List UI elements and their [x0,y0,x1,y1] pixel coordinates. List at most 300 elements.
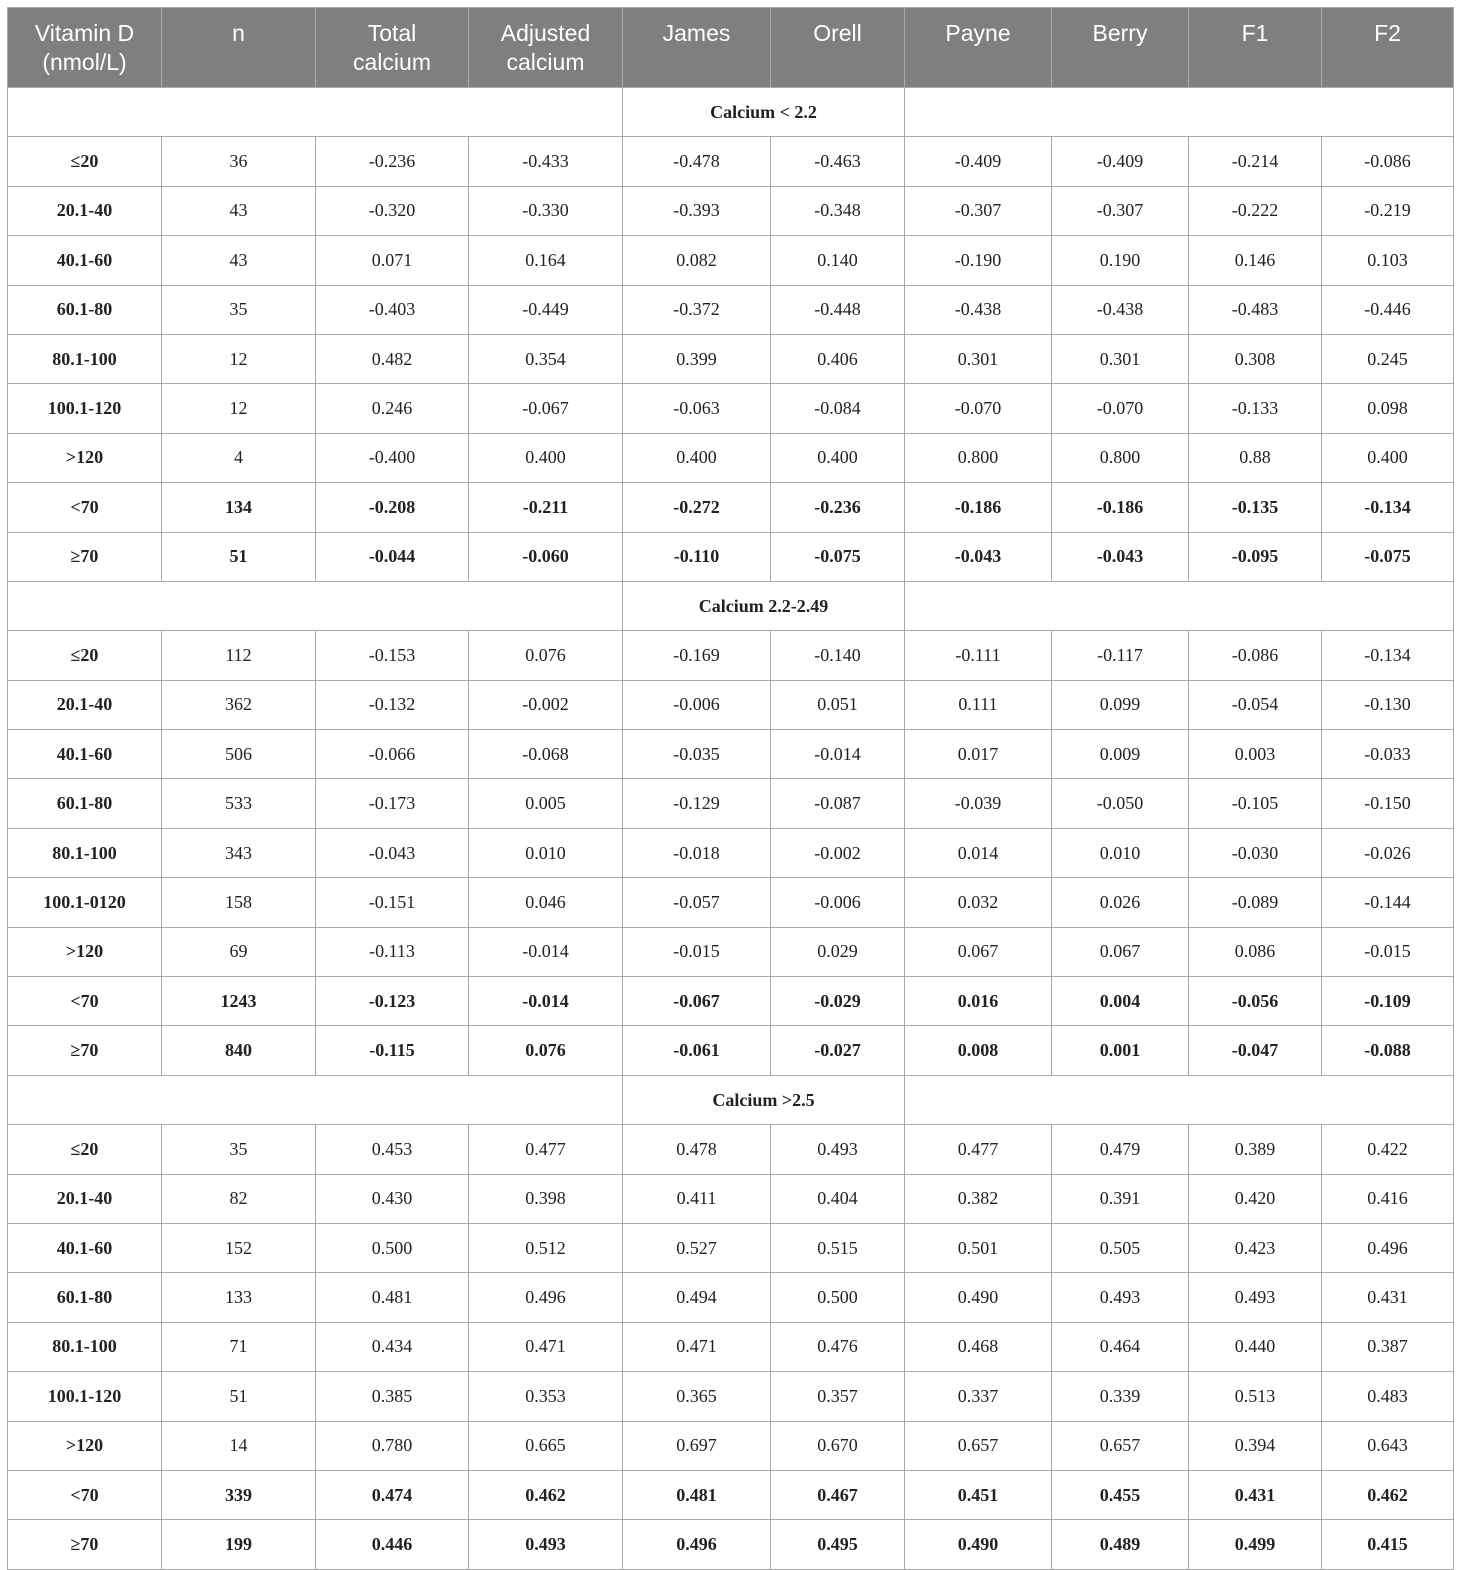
cell-f1: 0.423 [1189,1223,1322,1272]
row-label: 40.1-60 [8,236,162,285]
cell-orell: 0.051 [771,680,905,729]
column-header-berry: Berry [1052,8,1189,88]
cell-james: 0.411 [623,1174,771,1223]
cell-berry: 0.800 [1052,433,1189,482]
cell-total-calcium: 0.453 [316,1125,469,1174]
cell-adjusted-calcium: 0.005 [469,779,623,828]
cell-adjusted-calcium: -0.014 [469,927,623,976]
cell-payne: 0.477 [905,1125,1052,1174]
cell-n: 112 [162,631,316,680]
row-label: 80.1-100 [8,1322,162,1371]
cell-f2: 0.098 [1322,384,1454,433]
cell-n: 1243 [162,977,316,1026]
cell-orell: -0.029 [771,977,905,1026]
cell-total-calcium: -0.115 [316,1026,469,1075]
cell-payne: 0.337 [905,1372,1052,1421]
cell-n: 199 [162,1520,316,1569]
cell-f1: 0.440 [1189,1322,1322,1371]
cell-orell: -0.140 [771,631,905,680]
cell-total-calcium: -0.320 [316,186,469,235]
cell-total-calcium: -0.403 [316,285,469,334]
cell-f2: 0.387 [1322,1322,1454,1371]
row-label: ≤20 [8,631,162,680]
cell-total-calcium: -0.208 [316,483,469,532]
cell-f2: -0.026 [1322,828,1454,877]
cell-f1: -0.086 [1189,631,1322,680]
cell-total-calcium: -0.151 [316,878,469,927]
cell-f2: 0.462 [1322,1470,1454,1519]
cell-f2: -0.134 [1322,483,1454,532]
cell-f1: -0.047 [1189,1026,1322,1075]
cell-james: 0.496 [623,1520,771,1569]
cell-berry: 0.455 [1052,1470,1189,1519]
cell-total-calcium: 0.071 [316,236,469,285]
cell-berry: 0.001 [1052,1026,1189,1075]
cell-berry: 0.464 [1052,1322,1189,1371]
cell-payne: 0.032 [905,878,1052,927]
cell-total-calcium: 0.482 [316,334,469,383]
row-label: 60.1-80 [8,285,162,334]
cell-f1: 0.499 [1189,1520,1322,1569]
cell-n: 43 [162,186,316,235]
cell-f1: -0.135 [1189,483,1322,532]
cell-adjusted-calcium: 0.665 [469,1421,623,1470]
cell-james: -0.110 [623,532,771,581]
cell-payne: 0.382 [905,1174,1052,1223]
section-title: Calcium < 2.2 [623,88,905,137]
cell-berry: 0.505 [1052,1223,1189,1272]
table-row [8,1372,1454,1421]
cell-berry: 0.489 [1052,1520,1189,1569]
cell-payne: 0.111 [905,680,1052,729]
table-row [8,236,1454,285]
cell-james: 0.082 [623,236,771,285]
cell-f2: -0.219 [1322,186,1454,235]
cell-n: 533 [162,779,316,828]
cell-f2: -0.086 [1322,137,1454,186]
cell-n: 43 [162,236,316,285]
section-spacer-right [905,581,1454,630]
cell-payne: -0.190 [905,236,1052,285]
cell-payne: -0.186 [905,483,1052,532]
column-header-n: n [162,8,316,88]
cell-n: 339 [162,1470,316,1519]
cell-n: 840 [162,1026,316,1075]
cell-f1: 0.88 [1189,433,1322,482]
table-row [8,730,1454,779]
cell-f2: -0.015 [1322,927,1454,976]
cell-james: 0.494 [623,1273,771,1322]
cell-f1: -0.054 [1189,680,1322,729]
cell-payne: -0.307 [905,186,1052,235]
cell-adjusted-calcium: 0.164 [469,236,623,285]
table-row [8,1421,1454,1470]
cell-adjusted-calcium: -0.211 [469,483,623,532]
cell-n: 12 [162,384,316,433]
cell-adjusted-calcium: 0.512 [469,1223,623,1272]
cell-f1: 0.394 [1189,1421,1322,1470]
cell-berry: 0.657 [1052,1421,1189,1470]
cell-orell: -0.087 [771,779,905,828]
cell-adjusted-calcium: 0.076 [469,1026,623,1075]
cell-total-calcium: 0.500 [316,1223,469,1272]
cell-berry: 0.067 [1052,927,1189,976]
cell-berry: 0.099 [1052,680,1189,729]
cell-berry: 0.391 [1052,1174,1189,1223]
table-row [8,680,1454,729]
cell-n: 12 [162,334,316,383]
cell-berry: 0.493 [1052,1273,1189,1322]
column-header-james: James [623,8,771,88]
cell-orell: 0.029 [771,927,905,976]
cell-total-calcium: 0.434 [316,1322,469,1371]
section-header-row [8,88,1454,137]
cell-berry: 0.339 [1052,1372,1189,1421]
cell-berry: 0.004 [1052,977,1189,1026]
cell-n: 51 [162,532,316,581]
row-label: >120 [8,1421,162,1470]
cell-adjusted-calcium: -0.067 [469,384,623,433]
cell-james: -0.169 [623,631,771,680]
cell-adjusted-calcium: 0.010 [469,828,623,877]
cell-james: 0.471 [623,1322,771,1371]
cell-payne: 0.490 [905,1273,1052,1322]
cell-total-calcium: -0.236 [316,137,469,186]
cell-payne: -0.111 [905,631,1052,680]
cell-payne: 0.451 [905,1470,1052,1519]
table-row [8,384,1454,433]
cell-payne: 0.657 [905,1421,1052,1470]
table-row [8,1273,1454,1322]
cell-n: 134 [162,483,316,532]
column-header-f1: F1 [1189,8,1322,88]
table-row [8,828,1454,877]
table-header-row [8,8,1454,88]
cell-n: 82 [162,1174,316,1223]
cell-total-calcium: 0.246 [316,384,469,433]
cell-payne: 0.017 [905,730,1052,779]
row-label: 100.1-120 [8,384,162,433]
cell-orell: 0.404 [771,1174,905,1223]
cell-james: -0.372 [623,285,771,334]
section-spacer-right [905,88,1454,137]
cell-n: 133 [162,1273,316,1322]
section-spacer-left [8,88,623,137]
cell-berry: -0.438 [1052,285,1189,334]
cell-total-calcium: -0.173 [316,779,469,828]
cell-total-calcium: -0.400 [316,433,469,482]
cell-f1: -0.214 [1189,137,1322,186]
table-row [8,433,1454,482]
cell-payne: 0.501 [905,1223,1052,1272]
cell-adjusted-calcium: 0.400 [469,433,623,482]
cell-f1: 0.003 [1189,730,1322,779]
row-label: 100.1-0120 [8,878,162,927]
cell-f1: 0.431 [1189,1470,1322,1519]
cell-orell: -0.027 [771,1026,905,1075]
cell-orell: -0.002 [771,828,905,877]
cell-n: 158 [162,878,316,927]
cell-n: 152 [162,1223,316,1272]
row-label: 20.1-40 [8,186,162,235]
cell-berry: -0.043 [1052,532,1189,581]
cell-f1: 0.389 [1189,1125,1322,1174]
cell-f2: 0.496 [1322,1223,1454,1272]
table-row [8,878,1454,927]
row-label: 60.1-80 [8,779,162,828]
cell-total-calcium: -0.113 [316,927,469,976]
row-label: 100.1-120 [8,1372,162,1421]
cell-f1: -0.056 [1189,977,1322,1026]
column-header-payne: Payne [905,8,1052,88]
row-label: 20.1-40 [8,680,162,729]
cell-orell: 0.493 [771,1125,905,1174]
cell-payne: 0.067 [905,927,1052,976]
cell-orell: 0.670 [771,1421,905,1470]
cell-f1: 0.146 [1189,236,1322,285]
cell-adjusted-calcium: 0.353 [469,1372,623,1421]
cell-james: -0.393 [623,186,771,235]
table-row [8,334,1454,383]
table-row [8,927,1454,976]
cell-f2: -0.033 [1322,730,1454,779]
cell-orell: 0.357 [771,1372,905,1421]
table-row [8,977,1454,1026]
cell-orell: 0.515 [771,1223,905,1272]
cell-n: 71 [162,1322,316,1371]
cell-orell: -0.084 [771,384,905,433]
cell-payne: -0.039 [905,779,1052,828]
cell-f2: -0.109 [1322,977,1454,1026]
cell-n: 51 [162,1372,316,1421]
row-label: 20.1-40 [8,1174,162,1223]
cell-orell: 0.495 [771,1520,905,1569]
cell-berry: -0.409 [1052,137,1189,186]
table-row [8,186,1454,235]
table-row [8,1520,1454,1569]
row-label: >120 [8,927,162,976]
cell-n: 4 [162,433,316,482]
section-spacer-left [8,1075,623,1124]
cell-adjusted-calcium: 0.076 [469,631,623,680]
cell-james: 0.481 [623,1470,771,1519]
row-label: <70 [8,977,162,1026]
cell-n: 36 [162,137,316,186]
cell-f2: -0.088 [1322,1026,1454,1075]
cell-adjusted-calcium: -0.330 [469,186,623,235]
cell-f2: -0.150 [1322,779,1454,828]
cell-james: -0.018 [623,828,771,877]
cell-adjusted-calcium: -0.068 [469,730,623,779]
cell-james: -0.063 [623,384,771,433]
cell-payne: 0.008 [905,1026,1052,1075]
cell-james: -0.061 [623,1026,771,1075]
cell-f1: -0.222 [1189,186,1322,235]
cell-f2: 0.483 [1322,1372,1454,1421]
cell-berry: -0.117 [1052,631,1189,680]
cell-payne: 0.014 [905,828,1052,877]
cell-james: 0.400 [623,433,771,482]
row-label: 40.1-60 [8,730,162,779]
cell-payne: 0.301 [905,334,1052,383]
cell-f1: 0.513 [1189,1372,1322,1421]
section-title: Calcium 2.2-2.49 [623,581,905,630]
row-label: 80.1-100 [8,334,162,383]
cell-james: 0.527 [623,1223,771,1272]
cell-berry: 0.190 [1052,236,1189,285]
cell-total-calcium: -0.044 [316,532,469,581]
cell-f2: -0.130 [1322,680,1454,729]
table-row [8,1174,1454,1223]
cell-f1: -0.089 [1189,878,1322,927]
cell-berry: -0.307 [1052,186,1189,235]
cell-adjusted-calcium: 0.477 [469,1125,623,1174]
cell-adjusted-calcium: -0.060 [469,532,623,581]
column-header-f2: F2 [1322,8,1454,88]
cell-f1: 0.308 [1189,334,1322,383]
cell-f2: 0.643 [1322,1421,1454,1470]
cell-adjusted-calcium: -0.433 [469,137,623,186]
table-row [8,1470,1454,1519]
table-row [8,1125,1454,1174]
cell-n: 14 [162,1421,316,1470]
cell-n: 343 [162,828,316,877]
row-label: 80.1-100 [8,828,162,877]
cell-total-calcium: 0.430 [316,1174,469,1223]
row-label: <70 [8,483,162,532]
cell-berry: -0.070 [1052,384,1189,433]
section-header-row [8,581,1454,630]
cell-adjusted-calcium: -0.014 [469,977,623,1026]
cell-payne: 0.016 [905,977,1052,1026]
row-label: ≤20 [8,137,162,186]
table-row [8,137,1454,186]
cell-berry: 0.009 [1052,730,1189,779]
cell-james: -0.035 [623,730,771,779]
cell-f1: -0.105 [1189,779,1322,828]
row-label: ≥70 [8,1520,162,1569]
cell-orell: -0.348 [771,186,905,235]
cell-adjusted-calcium: 0.493 [469,1520,623,1569]
cell-orell: 0.140 [771,236,905,285]
cell-orell: 0.500 [771,1273,905,1322]
cell-berry: 0.479 [1052,1125,1189,1174]
section-header-row [8,1075,1454,1124]
cell-f1: -0.030 [1189,828,1322,877]
cell-james: 0.365 [623,1372,771,1421]
cell-adjusted-calcium: 0.398 [469,1174,623,1223]
cell-james: -0.067 [623,977,771,1026]
cell-f2: 0.416 [1322,1174,1454,1223]
cell-payne: 0.490 [905,1520,1052,1569]
table-row [8,1223,1454,1272]
cell-james: -0.272 [623,483,771,532]
cell-adjusted-calcium: -0.449 [469,285,623,334]
table-row [8,1026,1454,1075]
cell-f2: 0.400 [1322,433,1454,482]
cell-n: 69 [162,927,316,976]
cell-james: 0.478 [623,1125,771,1174]
cell-berry: -0.186 [1052,483,1189,532]
cell-f2: 0.103 [1322,236,1454,285]
column-header-orell: Orell [771,8,905,88]
cell-total-calcium: 0.481 [316,1273,469,1322]
table-row [8,1322,1454,1371]
cell-adjusted-calcium: 0.462 [469,1470,623,1519]
cell-f2: -0.446 [1322,285,1454,334]
cell-total-calcium: 0.446 [316,1520,469,1569]
cell-total-calcium: -0.043 [316,828,469,877]
section-title: Calcium >2.5 [623,1075,905,1124]
cell-payne: -0.438 [905,285,1052,334]
table-row [8,631,1454,680]
cell-berry: 0.301 [1052,334,1189,383]
cell-orell: -0.236 [771,483,905,532]
cell-f1: 0.420 [1189,1174,1322,1223]
cell-total-calcium: -0.123 [316,977,469,1026]
cell-orell: 0.467 [771,1470,905,1519]
cell-berry: 0.026 [1052,878,1189,927]
table-body [8,88,1454,1570]
cell-adjusted-calcium: 0.046 [469,878,623,927]
cell-f1: -0.483 [1189,285,1322,334]
cell-james: -0.015 [623,927,771,976]
cell-f2: 0.431 [1322,1273,1454,1322]
table-row [8,285,1454,334]
cell-payne: 0.468 [905,1322,1052,1371]
cell-f2: 0.415 [1322,1520,1454,1569]
cell-james: -0.129 [623,779,771,828]
section-spacer-right [905,1075,1454,1124]
cell-total-calcium: 0.474 [316,1470,469,1519]
row-label: ≥70 [8,1026,162,1075]
data-table [7,7,1454,1570]
row-label: 60.1-80 [8,1273,162,1322]
cell-berry: -0.050 [1052,779,1189,828]
table-row [8,483,1454,532]
cell-orell: -0.075 [771,532,905,581]
cell-orell: -0.006 [771,878,905,927]
cell-adjusted-calcium: 0.471 [469,1322,623,1371]
cell-total-calcium: 0.780 [316,1421,469,1470]
cell-f1: 0.493 [1189,1273,1322,1322]
section-spacer-left [8,581,623,630]
cell-orell: 0.476 [771,1322,905,1371]
cell-total-calcium: -0.132 [316,680,469,729]
cell-orell: 0.406 [771,334,905,383]
row-label: 40.1-60 [8,1223,162,1272]
cell-f2: -0.075 [1322,532,1454,581]
row-label: >120 [8,433,162,482]
cell-total-calcium: -0.066 [316,730,469,779]
cell-f1: 0.086 [1189,927,1322,976]
cell-adjusted-calcium: -0.002 [469,680,623,729]
cell-orell: -0.448 [771,285,905,334]
cell-payne: -0.043 [905,532,1052,581]
row-label: <70 [8,1470,162,1519]
cell-orell: -0.463 [771,137,905,186]
cell-berry: 0.010 [1052,828,1189,877]
cell-n: 362 [162,680,316,729]
column-header-total-calcium: Total calcium [316,8,469,88]
cell-total-calcium: -0.153 [316,631,469,680]
cell-james: -0.057 [623,878,771,927]
cell-f2: 0.245 [1322,334,1454,383]
cell-adjusted-calcium: 0.496 [469,1273,623,1322]
cell-n: 35 [162,1125,316,1174]
row-label: ≥70 [8,532,162,581]
cell-james: -0.006 [623,680,771,729]
